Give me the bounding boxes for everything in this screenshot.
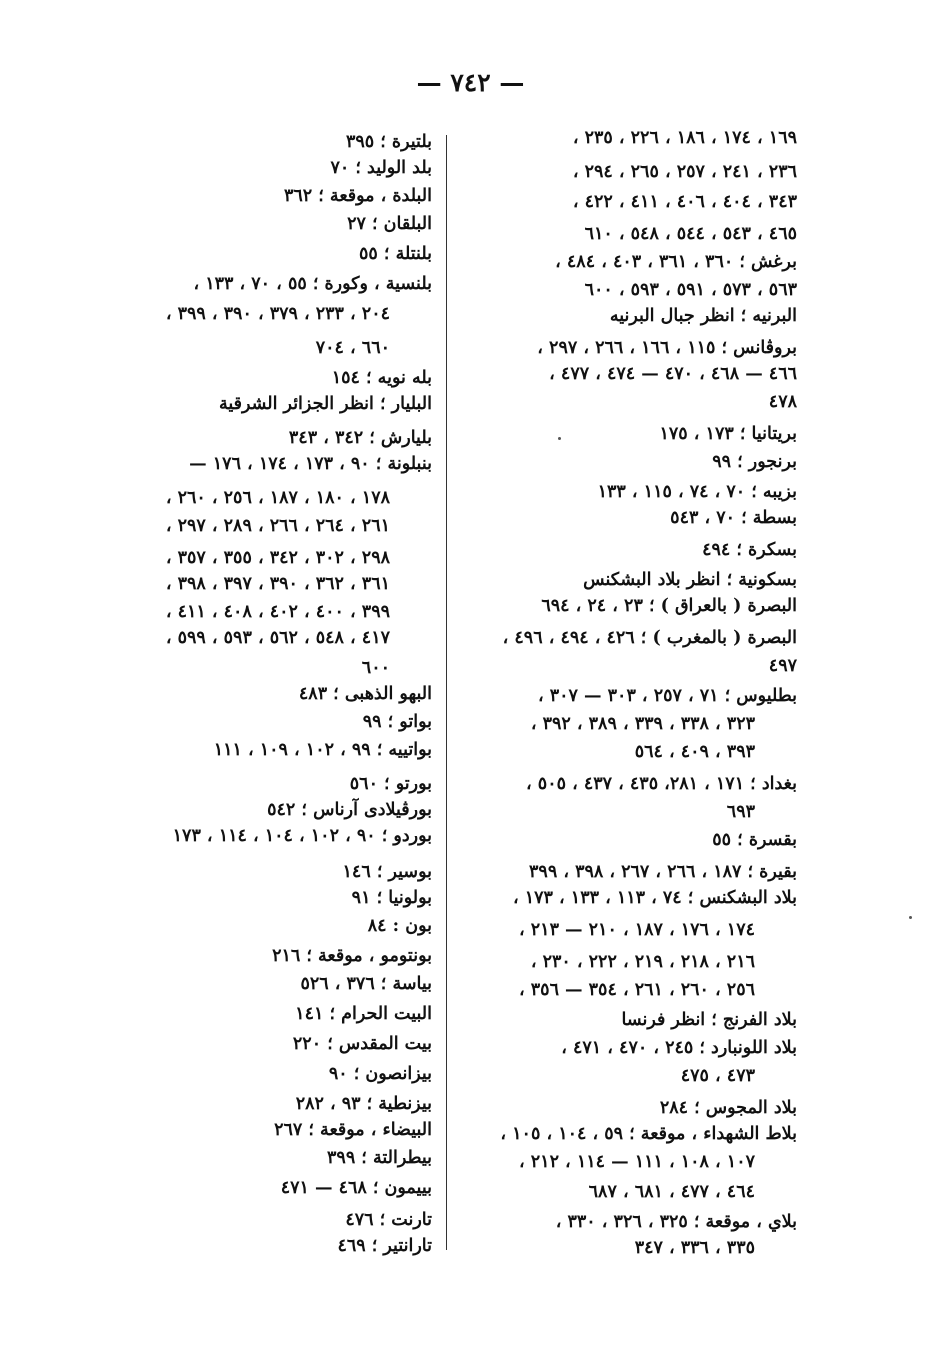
index-line: البليار ؛ انظر الجزائر الشرقية (218, 394, 432, 414)
index-line: بزيبه ؛ ٧٠ ، ٧٤ ، ١١٥ ، ١٣٣ (597, 482, 797, 502)
index-line: بلاي ، موقعة ؛ ٣٢٥ ، ٣٢٦ ، ٣٣٠ ، (555, 1212, 797, 1232)
index-line: ٤٧٣ ، ٤٧٥ (680, 1066, 755, 1086)
index-line: ٤١٧ ، ٥٤٨ ، ٥٦٢ ، ٥٩٣ ، ٥٩٩ ، (165, 628, 390, 648)
index-line: بلاد المجوس ؛ ٢٨٤ (659, 1098, 797, 1118)
print-speck (909, 916, 912, 919)
index-line: بسطة ؛ ٧٠ ، ٥٤٣ (670, 508, 797, 528)
index-line: بواتو ؛ ٩٩ (362, 712, 432, 732)
index-line: ٣٦١ ، ٣٦٢ ، ٣٩٠ ، ٣٩٧ ، ٣٩٨ ، (165, 574, 390, 594)
index-line: بلنسية ، وكورة ؛ ٥٥ ، ٧٠ ، ١٣٣ ، (193, 274, 432, 294)
index-line: تارانتير ؛ ٤٦٩ (337, 1236, 432, 1256)
index-line: ٤٦٤ ، ٤٧٧ ، ٦٨١ ، ٦٨٧ (588, 1182, 755, 1202)
index-line: بلاد الفرنج ؛ انظر فرنسا (621, 1010, 797, 1030)
index-line: بقيرة ؛ ١٨٧ ، ٢٦٦ ، ٢٦٧ ، ٣٩٨ ، ٣٩٩ (529, 862, 797, 882)
index-line: ٤٧٨ (768, 392, 797, 412)
index-line: برنجور ؛ ٩٩ (712, 452, 797, 472)
index-line: ٣٩٣ ، ٤٠٩ ، ٥٦٤ (634, 742, 755, 762)
index-line: البلدة ، موقعة ؛ ٣٦٢ (283, 186, 432, 206)
index-line: بلاد البشكنس ؛ ٧٤ ، ١١٣ ، ١٣٣ ، ١٧٣ ، (513, 888, 797, 908)
index-line: تارنت ؛ ٤٧٦ (345, 1210, 432, 1230)
index-line: بريتانيا ؛ ١٧٣ ، ١٧٥ (659, 424, 797, 444)
index-line: بطليوس ؛ ٧١ ، ٢٥٧ ، ٣٠٣ — ٣٠٧ ، (538, 686, 797, 706)
index-line: بروڤانس ؛ ١١٥ ، ١٦٦ ، ٢٦٦ ، ٢٩٧ ، (537, 338, 797, 358)
index-line: بغداد ؛ ١٧١ ، ٢٨١، ٤٣٥ ، ٤٣٧ ، ٥٠٥ ، (526, 774, 797, 794)
index-line: البلقان ؛ ٢٧ (347, 214, 432, 234)
index-line: ٥٦٣ ، ٥٧٣ ، ٥٩١ ، ٥٩٣ ، ٦٠٠ (584, 280, 797, 300)
index-line: بسكرة ؛ ٤٩٤ (702, 540, 797, 560)
print-speck (558, 437, 561, 440)
index-line: ٣٢٣ ، ٣٣٨ ، ٣٣٩ ، ٣٨٩ ، ٣٩٢ ، (530, 714, 755, 734)
index-line: بلنتلة ؛ ٥٥ (359, 244, 432, 264)
index-line: ٤٦٥ ، ٥٤٣ ، ٥٤٤ ، ٥٤٨ ، ٦١٠ (584, 224, 797, 244)
index-line: ٦٩٣ (726, 802, 755, 822)
index-line: ٤٩٧ (768, 656, 797, 676)
index-line: بولونيا ؛ ٩١ (351, 888, 432, 908)
index-line: ١٠٧ ، ١٠٨ ، ١١١ — ١١٤ ، ٢١٢ ، (519, 1152, 755, 1172)
index-line: ١٧٨ ، ١٨٠ ، ١٨٧ ، ٢٥٦ ، ٢٦٠ ، (165, 488, 390, 508)
index-line: بلاط الشهداء ، موقعة ؛ ٥٩ ، ١٠٤ ، ١٠٥ ، (500, 1124, 797, 1144)
index-line: ٤٦٦ — ٤٦٨ ، ٤٧٠ — ٤٧٤ ، ٤٧٧ ، (549, 364, 797, 384)
index-line: البصرة ( بالعراق ) ؛ ٢٣ ، ٢٤ ، ٦٩٤ (541, 596, 797, 616)
index-line: بسكونية ؛ انظر بلاد البشكنس (583, 570, 797, 590)
index-line: بون : ٨٤ (367, 916, 432, 936)
index-line: بيزانصون ؛ ٩٠ (328, 1064, 432, 1084)
index-line: ٢٥٦ ، ٢٦٠ ، ٢٦١ ، ٣٥٤ — ٣٥٦ ، (519, 980, 755, 1000)
index-line: ٣٣٥ ، ٣٣٦ ، ٣٤٧ (634, 1238, 755, 1258)
index-line: بييمون ؛ ٤٦٨ — ٤٧١ (280, 1178, 432, 1198)
index-line: بله نويه ؛ ١٥٤ (331, 368, 432, 388)
index-line: بليارش ؛ ٣٤٢ ، ٣٤٣ (288, 428, 432, 448)
index-line: البهو الذهبى ؛ ٤٨٣ (298, 684, 432, 704)
index-line: ٦٠٠ (361, 658, 390, 678)
index-line: ٢٩٨ ، ٣٠٢ ، ٣٤٢ ، ٣٥٥ ، ٣٥٧ ، (165, 548, 390, 568)
index-line: البرنيه ؛ انظر جبال البرنيه (609, 306, 797, 326)
index-line: بيزنطية ؛ ٩٣ ، ٢٨٢ (295, 1094, 432, 1114)
index-line: بونتومو ، موقعة ؛ ٢١٦ (272, 946, 432, 966)
index-line: ١٦٩ ، ١٧٤ ، ١٨٦ ، ٢٢٦ ، ٢٣٥ ، (572, 128, 797, 148)
index-line: البيضاء ، موقعة ؛ ٢٦٧ (274, 1120, 432, 1140)
index-line: ٣٤٣ ، ٤٠٤ ، ٤٠٦ ، ٤١١ ، ٤٢٢ ، (572, 192, 797, 212)
column-divider (446, 135, 447, 1250)
index-line: بورتو ؛ ٥٦٠ (349, 774, 432, 794)
index-line: بوردو ؛ ٩٠ ، ١٠٢ ، ١٠٤ ، ١١٤ ، ١٧٣ (172, 826, 432, 846)
index-line: بورڤيلادى آرناس ؛ ٥٤٢ (267, 800, 432, 820)
index-line: بلاد اللونبارد ؛ ٢٤٥ ، ٤٧٠ ، ٤٧١ ، (561, 1038, 797, 1058)
index-line: البصرة ( بالمغرب ) ؛ ٤٢٦ ، ٤٩٤ ، ٤٩٦ ، (502, 628, 797, 648)
page-number: — ٧٤٢ — (416, 68, 525, 97)
index-line: برغش ؛ ٣٦٠ ، ٣٦١ ، ٤٠٣ ، ٤٨٤ ، (555, 252, 797, 272)
index-line: ٢٠٤ ، ٢٣٣ ، ٣٧٩ ، ٣٩٠ ، ٣٩٩ ، (165, 304, 390, 324)
index-line: بنبلونة ؛ ٩٠ ، ١٧٣ ، ١٧٤ ، ١٧٦ — (189, 454, 432, 474)
index-line: بقسرة ؛ ٥٥ (712, 830, 797, 850)
index-line: بلد الوليد ؛ ٧٠ (330, 158, 432, 178)
index-line: بياسة ؛ ٣٧٦ ، ٥٢٦ (300, 974, 432, 994)
index-line: البيت الحرام ؛ ١٤١ (295, 1004, 432, 1024)
index-line: ٢٦١ ، ٢٦٤ ، ٢٦٦ ، ٢٨٩ ، ٢٩٧ ، (165, 516, 390, 536)
index-line: بواتييه ؛ ٩٩ ، ١٠٢ ، ١٠٩ ، ١١١ (213, 740, 432, 760)
index-line: ٢١٦ ، ٢١٨ ، ٢١٩ ، ٢٢٢ ، ٢٣٠ ، (530, 952, 755, 972)
index-line: بوسير ؛ ١٤٦ (342, 862, 432, 882)
index-line: بيت المقدس ؛ ٢٢٠ (292, 1034, 432, 1054)
index-line: ٦٦٠ ، ٧٠٤ (315, 338, 390, 358)
index-line: ١٧٤ ، ١٧٦ ، ١٨٧ ، ٢١٠ — ٢١٣ ، (519, 920, 755, 940)
index-line: بلتيرة ؛ ٣٩٥ (345, 132, 432, 152)
index-line: ٢٣٦ ، ٢٤١ ، ٢٥٧ ، ٢٦٥ ، ٢٩٤ ، (572, 162, 797, 182)
index-line: ٣٩٩ ، ٤٠٠ ، ٤٠٢ ، ٤٠٨ ، ٤١١ ، (165, 602, 390, 622)
index-line: بيطرالتة ؛ ٣٩٩ (327, 1148, 432, 1168)
